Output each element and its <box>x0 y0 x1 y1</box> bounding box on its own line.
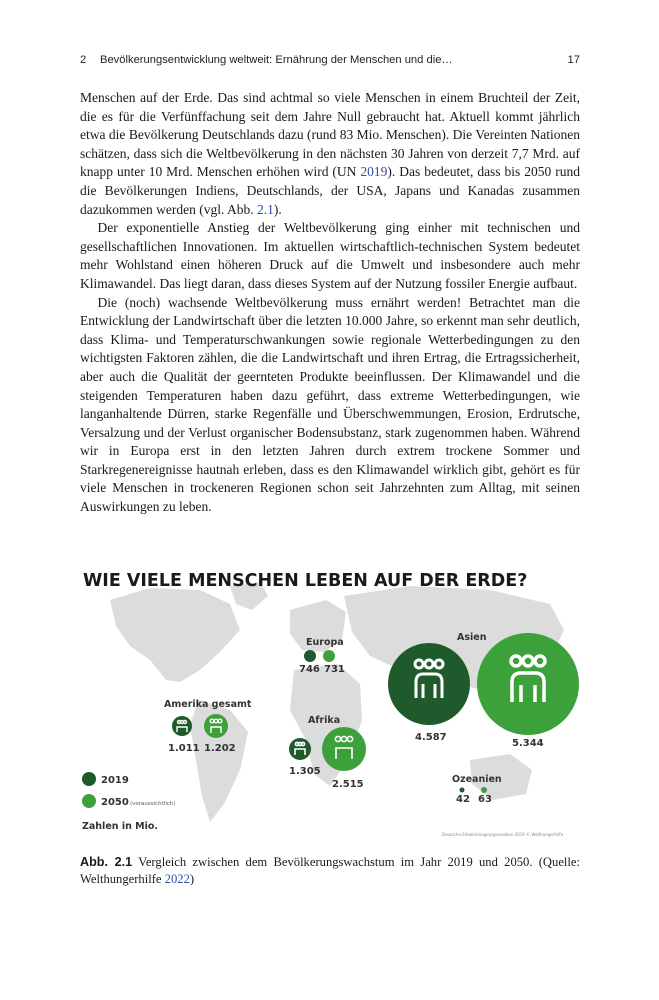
ozeanien-2019-marker <box>460 788 465 793</box>
asien-2050-marker <box>477 633 579 735</box>
region-label-afrika: Afrika <box>308 715 341 726</box>
paragraph-3: Die (noch) wachsende Weltbevölkerung muss ernährt werden! Betrachtet man die Entwicklung der Landwirtschaft über die letzten 10.000 Jahre, so erkennt man sehr deutlich, dass Klima- und Temperaturschwankungen sowie regionale Wetterbedingungen zu den wichtigsten Faktoren zählen, die die Landwirtschaft und ihren Ertrag, die Ertragssicherheit, aber auch die Qualität der geernteten Produkte beeinflussen. Der Klimawandel und die steigenden Temperaturen haben dazu geführt, dass extreme Wetterbedingungen, wie langanhaltende Dürren, starke Regenfälle und Überschwemmungen, Erosion, Erdrutsche, Versalzung und der Verlust organischer Bodensubstanz, stark zugenommen haben. Während wir in Europa erst in den letzten Jahren durch extrem trockene Sommer und Starkregenereignisse hautnah erleben, dass es den Klimawandel wirklich gibt, gehört es für viele Menschen in trockeneren Regionen schon seit Jahrzehnten zum Alltag, mit seinen Auswirkungen zu leben. <box>80 294 580 515</box>
ozeanien-2019-value: 42 <box>456 794 470 805</box>
running-head <box>80 54 580 72</box>
infographic-title: WIE VIELE MENSCHEN LEBEN AUF DER ERDE? <box>83 571 528 591</box>
amerika-2050-value: 1.202 <box>204 743 236 754</box>
paragraph-1 <box>80 89 580 219</box>
legend-2019-swatch <box>82 772 96 786</box>
units-note: Zahlen in Mio. <box>82 821 159 832</box>
infographic-svg <box>80 560 580 842</box>
legend-2019-label: 2019 <box>101 775 129 786</box>
asien-2050-value: 5.344 <box>512 738 544 749</box>
region-label-amerika: Amerika gesamt <box>164 699 252 710</box>
europa-2050-value: 731 <box>324 664 345 675</box>
chapter-title: Bevölkerungsentwicklung weltweit: Ernährung der Menschen und die… <box>100 54 453 66</box>
figure-credit: Deutsche Entwicklungsorganisation 2019 © Welthungerhilfe <box>442 832 564 837</box>
amerika-2019-value: 1.011 <box>168 743 200 754</box>
caption-text-a: Vergleich zwischen dem Bevölkerungswachstum im Jahr 2019 und 2050. (Quelle: Welthungerhilfe <box>80 855 580 886</box>
paragraph-1-text-c: ). <box>273 201 282 217</box>
paragraph-1-text-b: ). Das bedeutet, dass bis 2050 rund die Bevölkerungen Indiens, Deutschlands, der USA, Japans und Kanadas zusammen dazukommen werden (vgl. Abb. <box>80 164 581 217</box>
north-america-shape <box>110 588 240 682</box>
caption-label: Abb. 2.1 <box>80 855 133 869</box>
region-label-asien: Asien <box>457 632 487 643</box>
chapter-number: 2 <box>80 54 87 66</box>
europa-2019-value: 746 <box>299 664 320 675</box>
citation-link-un-2019[interactable]: 2019 <box>360 164 388 180</box>
ozeanien-2050-value: 63 <box>478 794 492 805</box>
caption-text-b: ) <box>189 872 195 886</box>
amerika-2050-marker <box>204 714 228 738</box>
afrika-2019-value: 1.305 <box>289 766 321 777</box>
region-label-europa: Europa <box>306 637 344 648</box>
region-label-ozeanien: Ozeanien <box>452 774 502 785</box>
amerika-2019-marker <box>172 716 192 736</box>
legend-2050-label: 2050 <box>101 797 129 808</box>
figure-ref-link[interactable]: 2.1 <box>256 201 274 217</box>
body-text <box>80 89 580 517</box>
page-number: 17 <box>567 54 580 66</box>
afrika-2050-value: 2.515 <box>332 779 364 790</box>
europa-2019-marker <box>304 650 316 662</box>
paragraph-2: Der exponentielle Anstieg der Weltbevölkerung ging einher mit technischen und gesellschaftlichen Innovationen. Im aktuellen wirtschaftlich-technischen System bedeutet mehr Wohlstand einen höheren Druck auf die Umwelt und insbesondere auch mehr Klimawandel. Das liegt daran, dass dieses System auf der Nutzung fossiler Energie aufbaut. <box>80 220 580 291</box>
ozeanien-2050-marker <box>481 787 487 793</box>
afrika-2050-marker <box>322 727 366 771</box>
caption-source-link[interactable]: 2022 <box>164 872 190 886</box>
legend-2050-swatch <box>82 794 96 808</box>
figure-caption <box>80 854 580 888</box>
legend-2050-note: (voraussichtlich) <box>130 801 176 807</box>
paragraph-1-text-a: Menschen auf der Erde. Das sind achtmal so viele Menschen in einem Bruchteil der Zeit, die es für die Verfünffachung seit dem Jahre Null gebraucht hat. Aktuell kommt jährlich etwa die Bevölkerung Deutschlands dazu (rund 83 Mio. Menschen). Die Vereinten Nationen schätzen, dass sich die Weltbevölkerung in den nächsten 30 Jahren von derzeit 7,7 Mrd. auf knapp unter 10 Mrd. Menschen erhöhen wird (UN <box>80 90 580 180</box>
asien-2019-marker <box>388 643 470 725</box>
europa-2050-marker <box>323 650 335 662</box>
population-infographic <box>80 560 580 842</box>
asien-2019-value: 4.587 <box>415 732 447 743</box>
